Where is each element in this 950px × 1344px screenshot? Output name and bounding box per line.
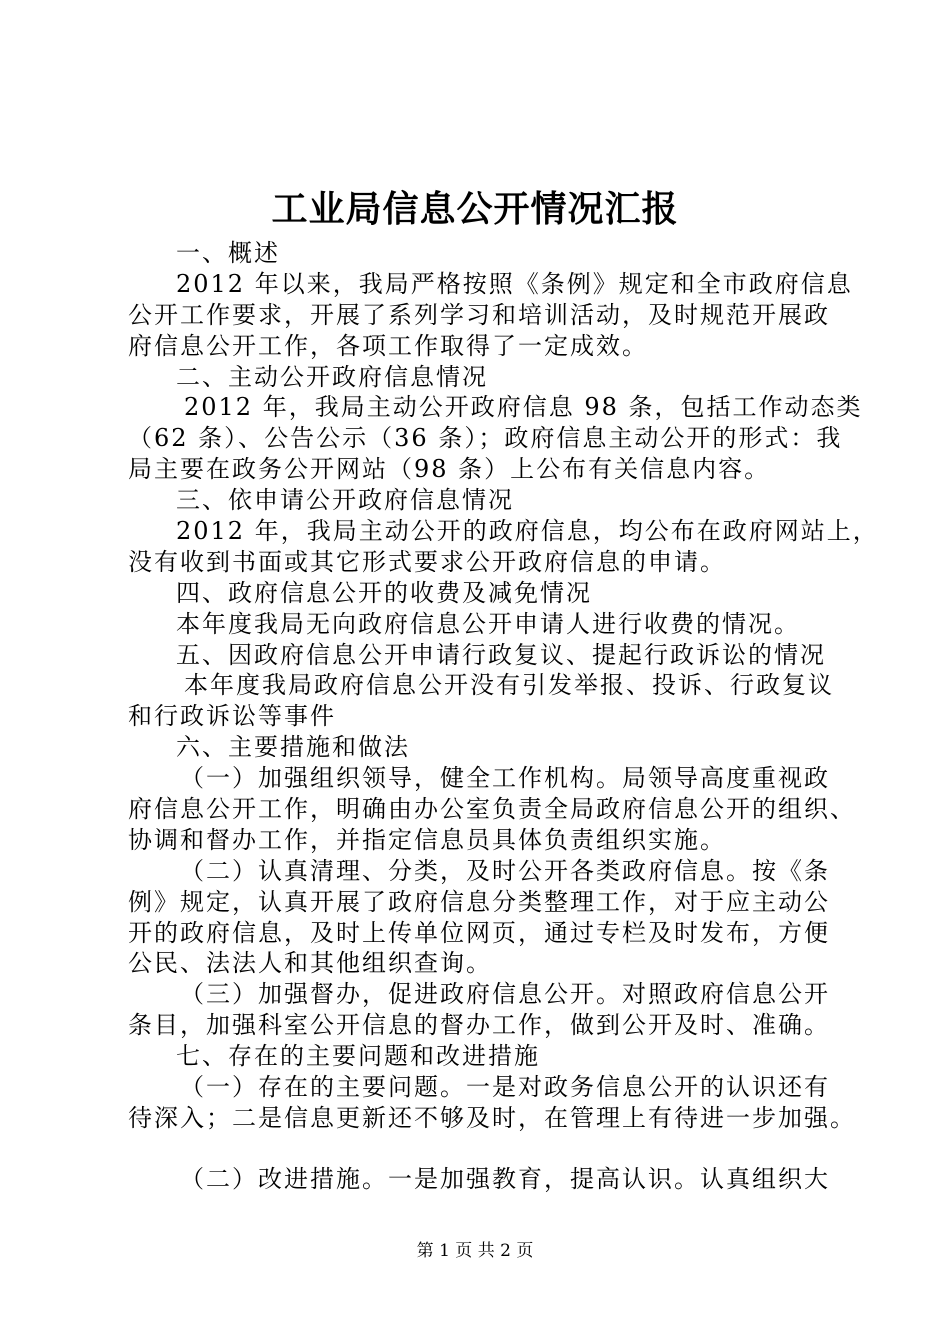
- paragraph-line: 府信息公开工作，明确由办公室负责全局政府信息公开的组织、: [128, 795, 856, 824]
- paragraph-line: 局主要在政务公开网站（98 条）上公布有关信息内容。: [128, 455, 771, 484]
- paragraph-line: （62 条）、公告公示（36 条）；政府信息主动公开的形式：我: [128, 424, 843, 453]
- paragraph-line: 2012 年，我局主动公开政府信息 98 条，包括工作动态类: [184, 393, 863, 422]
- paragraph-line: （一）加强组织领导，健全工作机构。局领导高度重视政: [180, 764, 830, 793]
- document-title: 工业局信息公开情况汇报: [271, 188, 679, 230]
- paragraph-line: （二）认真清理、分类，及时公开各类政府信息。按《条: [180, 856, 830, 885]
- section-heading-problems: 七、存在的主要问题和改进措施: [176, 1042, 540, 1071]
- paragraph-line: 例》规定，认真开展了政府信息分类整理工作，对于应主动公: [128, 887, 830, 916]
- paragraph-line: 2012 年以来，我局严格按照《条例》规定和全市政府信息: [176, 269, 853, 298]
- paragraph-gap: [128, 1134, 840, 1164]
- paragraph-line: 府信息公开工作，各项工作取得了一定成效。: [128, 331, 648, 360]
- paragraph-line: （一）存在的主要问题。一是对政务信息公开的认识还有: [180, 1073, 830, 1102]
- section-heading-fees: 四、政府信息公开的收费及减免情况: [176, 578, 592, 607]
- paragraph-line: 2012 年，我局主动公开的政府信息，均公布在政府网站上，: [176, 517, 879, 546]
- section-heading-request-disclosure: 三、依申请公开政府信息情况: [176, 486, 514, 515]
- paragraph-line: （三）加强督办，促进政府信息公开。对照政府信息公开: [180, 980, 830, 1009]
- paragraph-line: 公开工作要求，开展了系列学习和培训活动，及时规范开展政: [128, 300, 830, 329]
- paragraph-line: 公民、法法人和其他组织查询。: [128, 949, 492, 978]
- paragraph-line: 待深入；二是信息更新还不够及时，在管理上有待进一步加强。: [128, 1103, 856, 1132]
- paragraph-line: 条目，加强科室公开信息的督办工作，做到公开及时、准确。: [128, 1011, 830, 1040]
- paragraph-line: 本年度我局无向政府信息公开申请人进行收费的情况。: [176, 609, 800, 638]
- document-body: [128, 238, 879, 1195]
- section-heading-overview: 一、概述: [176, 239, 280, 267]
- section-heading-review-litigation: 五、因政府信息公开申请行政复议、提起行政诉讼的情况: [176, 640, 826, 669]
- paragraph-line: （二）改进措施。一是加强教育，提高认识。认真组织大: [180, 1164, 830, 1193]
- section-heading-proactive-disclosure: 二、主动公开政府信息情况: [176, 362, 488, 391]
- section-heading-measures: 六、主要措施和做法: [176, 733, 410, 762]
- paragraph-line: 协调和督办工作，并指定信息员具体负责组织实施。: [128, 825, 726, 854]
- paragraph-line: 开的政府信息，及时上传单位网页，通过专栏及时发布，方便: [128, 918, 830, 947]
- paragraph-line: 和行政诉讼等事件: [128, 702, 336, 731]
- page-number-footer: 第 1 页 共 2 页: [416, 1241, 534, 1261]
- paragraph-line: 本年度我局政府信息公开没有引发举报、投诉、行政复议: [184, 671, 834, 700]
- paragraph-line: 没有收到书面或其它形式要求公开政府信息的申请。: [128, 547, 726, 576]
